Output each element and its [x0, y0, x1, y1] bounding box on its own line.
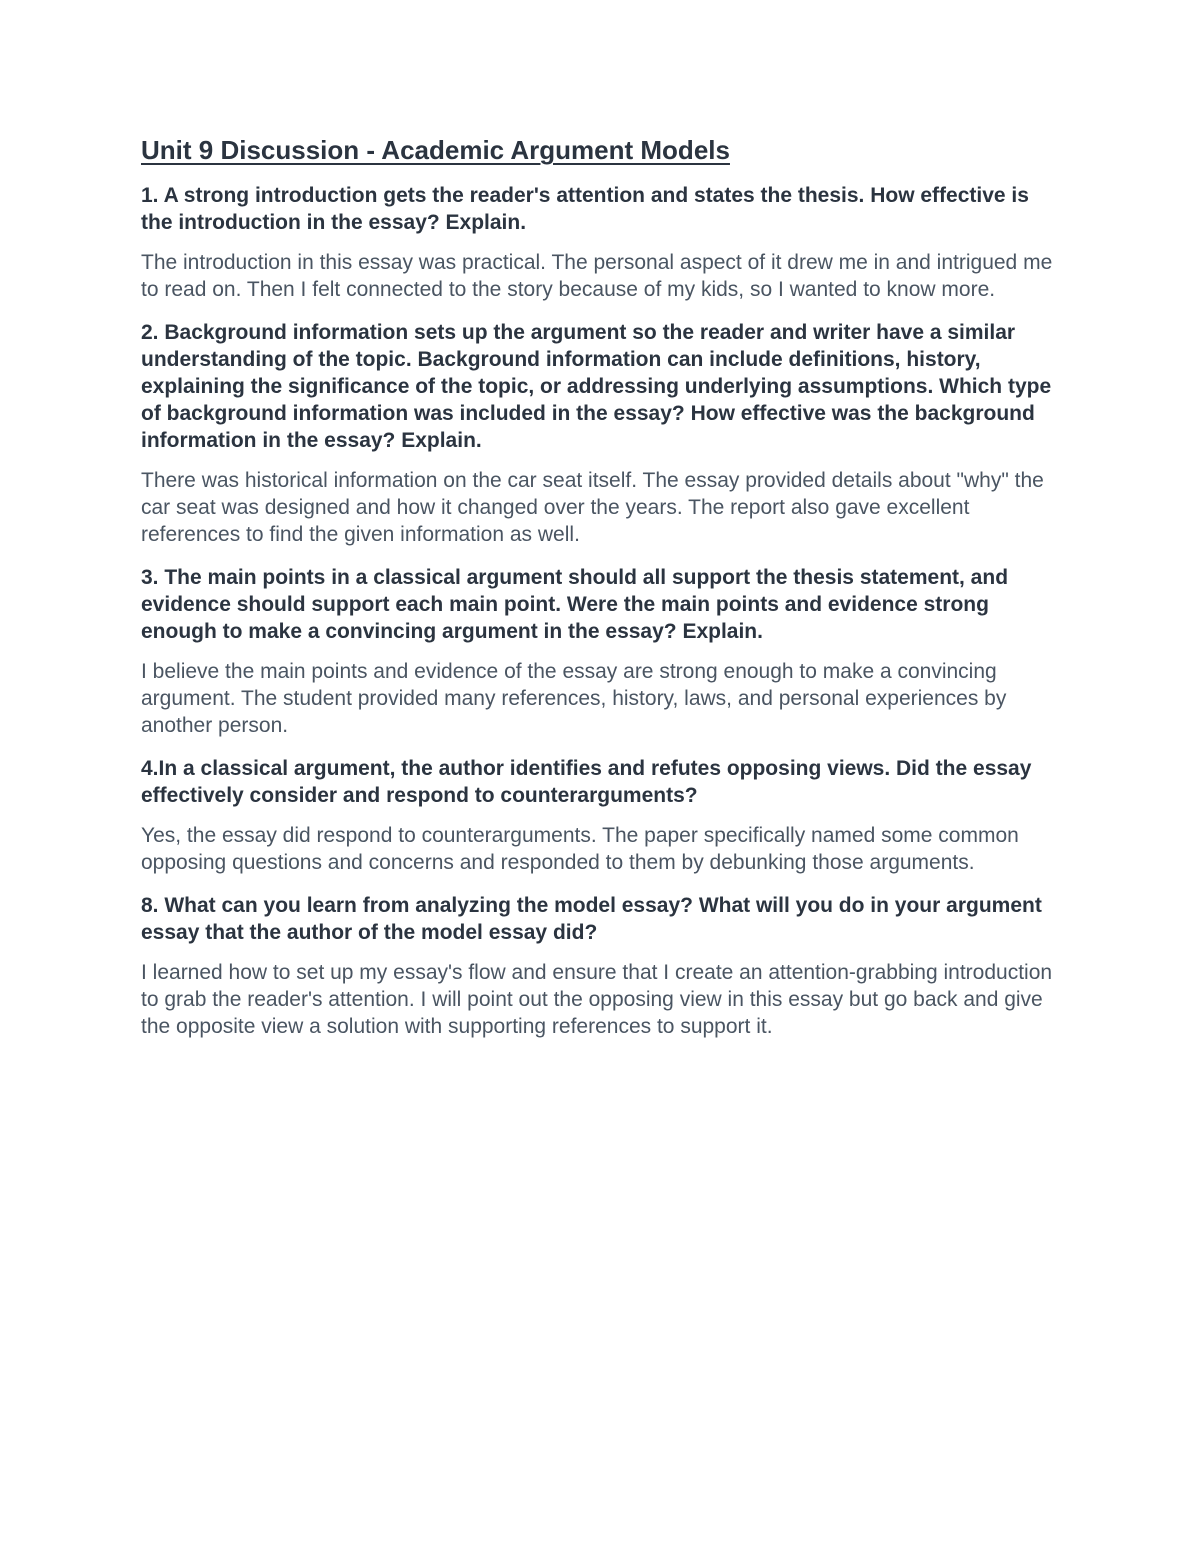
document-content: [141, 132, 1066, 1056]
qa-item-4: [141, 755, 1066, 876]
question-3: 3. The main points in a classical argument should all support the thesis statement, and evidence should support each main point. Were the main points and evidence strong enough to make a convincing argument in the essay? Explain.: [141, 566, 1009, 643]
answer-1: The introduction in this essay was practical. The personal aspect of it drew me in and intrigued me to read on. Then I felt connected to the story because of my kids, so I wanted to know more.: [141, 251, 1053, 301]
answer-3: I believe the main points and evidence of the essay are strong enough to make a convincing argument. The student provided many references, history, laws, and personal experiences by another person.: [141, 660, 1007, 737]
answer-4: Yes, the essay did respond to counterarguments. The paper specifically named some common opposing questions and concerns and responded to them by debunking those arguments.: [141, 824, 1019, 874]
qa-item-2: [141, 319, 1066, 548]
answer-8: I learned how to set up my essay's flow and ensure that I create an attention-grabbing introduction to grab the reader's attention. I will point out the opposing view in this essay but go back and give the opposite view a solution with supporting references to support it.: [141, 961, 1053, 1038]
answer-2: There was historical information on the car seat itself. The essay provided details about "why" the car seat was designed and how it changed over the years. The report also gave excellent references to find the given information as well.: [141, 469, 1044, 546]
qa-item-8: [141, 892, 1066, 1040]
question-8: 8. What can you learn from analyzing the model essay? What will you do in your argument essay that the author of the model essay did?: [141, 894, 1042, 944]
question-1: 1. A strong introduction gets the reader's attention and states the thesis. How effective is the introduction in the essay? Explain.: [141, 184, 1029, 234]
qa-item-1: [141, 182, 1066, 303]
question-2: 2. Background information sets up the argument so the reader and writer have a similar understanding of the topic. Background information can include definitions, history, explaining the significance of the topic, or addressing underlying assumptions. Which type of background information was included in the essay? How effective was the background information in the essay? Explain.: [141, 321, 1052, 452]
document-title: Unit 9 Discussion - Academic Argument Models: [141, 135, 730, 165]
qa-item-3: [141, 564, 1066, 739]
question-4: 4.In a classical argument, the author identifies and refutes opposing views. Did the essay effectively consider and respond to counterarguments?: [141, 757, 1032, 807]
